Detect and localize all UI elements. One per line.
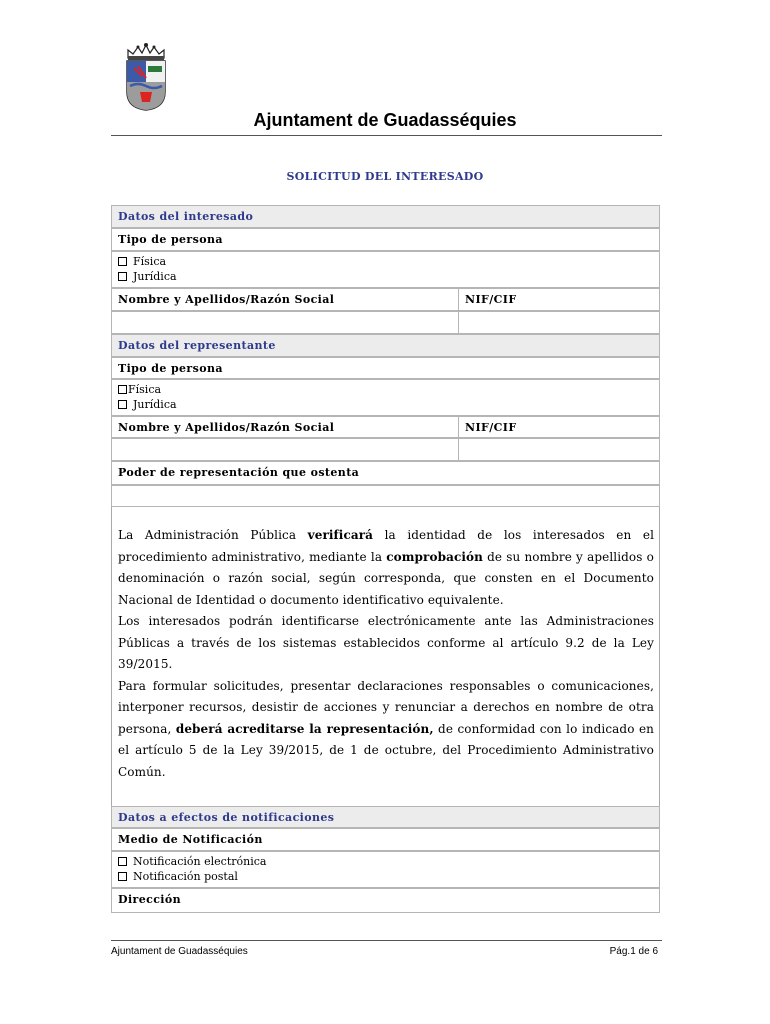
checkbox-icon[interactable]	[118, 385, 127, 394]
rep-tipo-persona-options	[111, 379, 660, 416]
rep-option-fisica[interactable]: Física	[118, 382, 177, 397]
option-notificacion-electronica[interactable]: Notificación electrónica	[118, 854, 266, 869]
section-title: Datos del representante	[118, 339, 276, 352]
rep-option-juridica[interactable]: Jurídica	[118, 397, 177, 412]
rep-tipo-persona-label: Tipo de persona	[118, 362, 223, 375]
tipo-persona-row	[111, 228, 660, 251]
rep-nif-input[interactable]	[458, 439, 661, 460]
option-fisica[interactable]: Física	[118, 254, 177, 269]
rep-name-nif-label-row	[111, 416, 660, 438]
tipo-persona-label: Tipo de persona	[118, 233, 223, 246]
section-representante	[111, 334, 660, 357]
medio-notificacion-label: Medio de Notificación	[118, 833, 263, 846]
medio-notificacion-row	[111, 828, 660, 851]
rep-tipo-persona-row	[111, 357, 660, 379]
checkbox-icon[interactable]	[118, 400, 127, 409]
option-juridica[interactable]: Jurídica	[118, 269, 177, 284]
poder-input[interactable]	[111, 485, 660, 507]
poder-label-row	[111, 461, 660, 485]
medio-notificacion-options	[111, 851, 660, 888]
nif-input[interactable]	[458, 312, 661, 333]
checkbox-icon[interactable]	[118, 872, 127, 881]
section-notificaciones	[111, 806, 660, 828]
rep-name-input[interactable]	[112, 439, 458, 460]
section-title: Datos a efectos de notificaciones	[118, 811, 335, 824]
option-notificacion-postal[interactable]: Notificación postal	[118, 869, 266, 884]
rep-nif-label: NIF/CIF	[465, 421, 517, 434]
name-nif-label-row	[111, 288, 660, 311]
form-heading: SOLICITUD DEL INTERESADO	[286, 170, 484, 183]
checkbox-icon[interactable]	[118, 257, 127, 266]
legal-paragraph-1: La Administración Pública verificará la identidad de los interesados en el procedimiento administrativo, mediante la comprobación de su nombre y apellidos o denominación o razón social, según corresponda, que consten en el Documento Nacional de Identidad o documento identificativo equivalente.	[118, 528, 655, 607]
footer-organization: Ajuntament de Guadasséquies	[111, 946, 248, 957]
tipo-persona-options	[111, 251, 660, 288]
legal-paragraph-3: Para formular solicitudes, presentar declaraciones responsables o comunicaciones, interponer recursos, desistir de acciones y renunciar a derechos en nombre de otra persona, deberá acreditarse la representación, de conformidad con lo indicado en el artículo 5 de la Ley 39/2015, de 1 de octubre, del Procedimiento Administrativo Común.	[118, 678, 654, 779]
header-title: Ajuntament de Guadasséquies	[253, 110, 517, 130]
name-label: Nombre y Apellidos/Razón Social	[118, 293, 335, 306]
checkbox-icon[interactable]	[118, 272, 127, 281]
header-divider	[111, 135, 662, 136]
poder-label: Poder de representación que ostenta	[118, 466, 360, 479]
checkbox-icon[interactable]	[118, 857, 127, 866]
section-title: Datos del interesado	[118, 210, 254, 223]
municipal-crest-logo	[122, 42, 170, 112]
rep-name-nif-input-row	[111, 438, 660, 461]
direccion-label: Dirección	[118, 893, 182, 906]
rep-name-label: Nombre y Apellidos/Razón Social	[118, 421, 335, 434]
legal-paragraph-2: Los interesados podrán identificarse electrónicamente ante las Administraciones Públicas a través de los sistemas establecidos conforme al artículo 9.2 de la Ley 39/2015.	[118, 614, 654, 671]
footer-page-number: Pág.1 de 6	[609, 946, 658, 957]
section-interesado	[111, 205, 660, 228]
direccion-row	[111, 888, 660, 913]
name-input[interactable]	[112, 312, 458, 333]
nif-label: NIF/CIF	[465, 293, 517, 306]
footer-divider	[111, 940, 662, 941]
name-nif-input-row	[111, 311, 660, 334]
legal-text	[118, 525, 654, 783]
